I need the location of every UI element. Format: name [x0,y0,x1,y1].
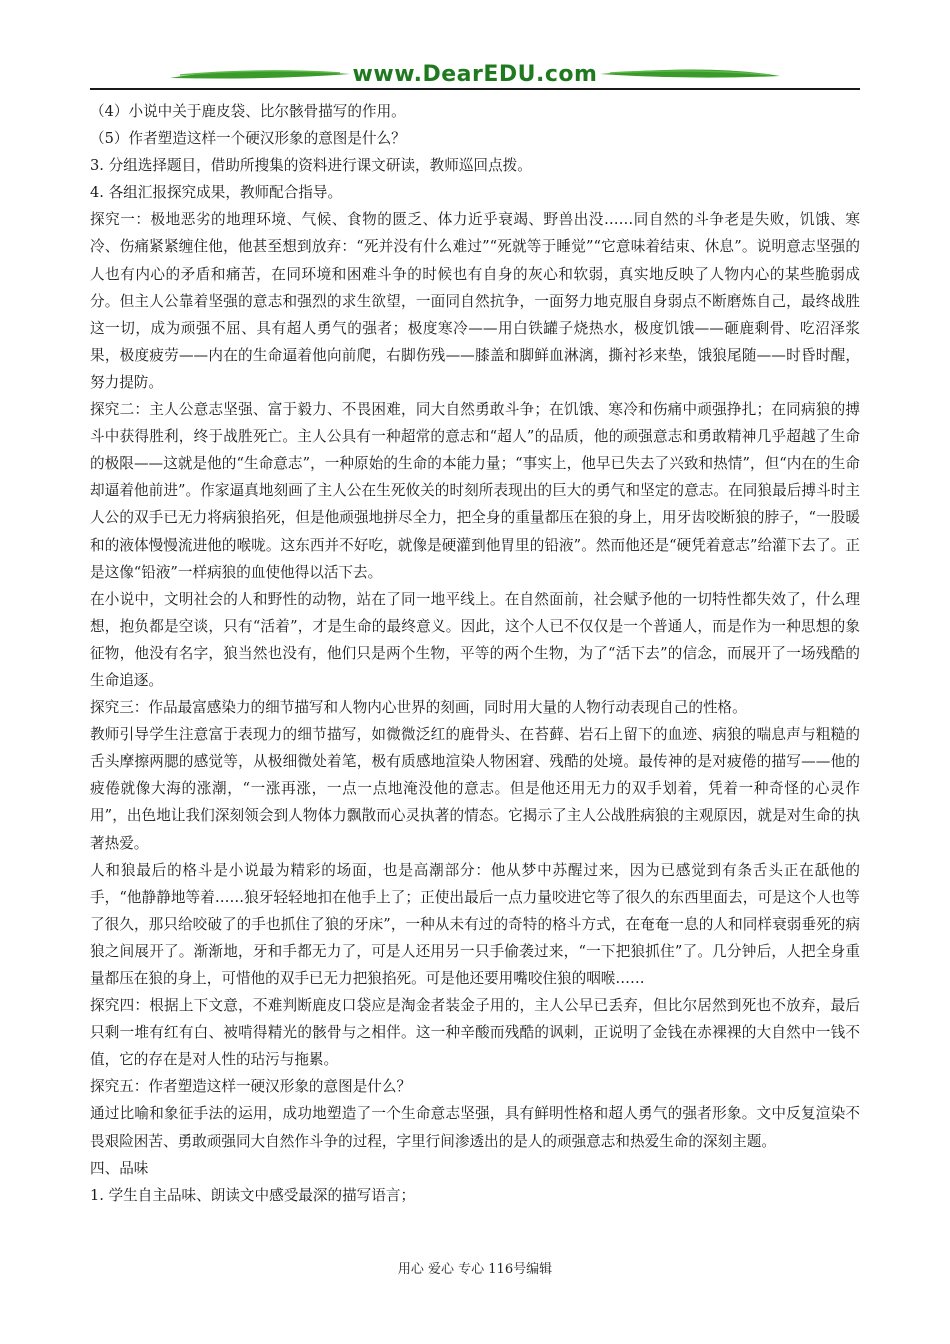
site-logo-header [90,58,860,90]
paragraph: 探究五：作者塑造这样一硬汉形象的意图是什么？ [90,1078,412,1096]
paragraph: 教师引导学生注意富于表现力的细节描写，如微微泛红的鹿骨头、在苔藓、岩石上留下的血迹、病狼的喘息声与粗糙的舌头摩擦两腮的感觉等，从极细微处着笔，极有质感地渲染人物困窘、残酷的处境。最传神的是对疲倦的描写——他的疲倦就像大海的涨潮，“一涨再涨，一点一点地淹没他的意志。但是他还用无力的双手划着，凭着一种奇怪的心灵作用”，出色地让我们深刻领会到人物体力飘散而心灵执著的情态。它揭示了主人公战胜病狼的主观原因，就是对生命的执著热爱。 [90,726,860,852]
paragraph: 人和狼最后的格斗是小说最为精彩的场面，也是高潮部分：他从梦中苏醒过来，因为已感觉到有条舌头正在舐他的手，“他静静地等着……狼牙轻轻地扣在他手上了；正使出最后一点力量咬进它等了很久的东西里面去，可是这个人也等了很久，那只给咬破了的手也抓住了狼的牙床”，一种从未有过的奇特的格斗方式，在奄奄一息的人和同样衰弱垂死的病狼之间展开了。渐渐地，牙和手都无力了，可是人还用另一只手偷袭过来，“一下把狼抓住”了。几分钟后，人把全身重量都压在狼的身上，可惜他的双手已无力把狼掐死。可是他还要用嘴咬住狼的咽喉…… [90,861,860,987]
document-body [90,98,860,1209]
paragraph: 探究一：极地恶劣的地理环境、气候、食物的匮乏、体力近乎衰竭、野兽出没……同自然的斗争老是失败，饥饿、寒冷、伤痛紧紧缠住他，他甚至想到放弃：“死并没有什么难过”“死就等于睡觉”“它意味着结束、休息”。说明意志坚强的人也有内心的矛盾和痛苦，在同环境和困难斗争的时候也有自身的灰心和软弱，真实地反映了人物内心的某些脆弱成分。但主人公靠着坚强的意志和强烈的求生欲望，一面同自然抗争，一面努力地克服自身弱点不断磨炼自己，最终战胜这一切，成为顽强不屈、具有超人勇气的强者；极度寒冷——用白铁罐子烧热水，极度饥饿——砸鹿剩骨、吃沼泽浆果，极度疲劳——内在的生命逼着他向前爬，右脚伤残——膝盖和脚鲜血淋漓，撕衬衫来垫，饿狼尾随——时昏时醒，努力提防。 [90,211,860,391]
section-heading: 四、品味 [90,1159,149,1177]
paragraph: 探究二：主人公意志坚强、富于毅力、不畏困难，同大自然勇敢斗争；在饥饿、寒冷和伤痛中顽强挣扎；在同病狼的搏斗中获得胜利，终于战胜死亡。主人公具有一种超常的意志和“超人”的品质，他的顽强意志和勇敢精神几乎超越了生命的极限——这就是他的“生命意志”，一种原始的生命的本能力量；“事实上，他早已失去了兴致和热情”，但“内在的生命却逼着他前进”。作家逼真地刻画了主人公在生死攸关的时刻所表现出的巨大的勇气和坚定的意志。在同狼最后搏斗时主人公的双手已无力将病狼掐死，但是他顽强地拼尽全力，把全身的重量都压在狼的身上，用牙齿咬断狼的脖子，“一股暖和的液体慢慢流进他的喉咙。这东西并不好吃，就像是硬灌到他胃里的铅液”。然而他还是“硬凭着意志”给灌下去了。正是这像“铅液”一样病狼的血使他得以活下去。 [90,401,860,581]
paragraph: 通过比喻和象征手法的运用，成功地塑造了一个生命意志坚强，具有鲜明性格和超人勇气的强者形象。文中反复渲染不畏艰险困苦、勇敢顽强同大自然作斗争的过程，字里行间渗透出的是人的顽强意志和热爱生命的深刻主题。 [90,1105,860,1150]
site-logo-text: www.DearEDU.com [352,62,598,87]
header-divider [90,88,860,90]
page-footer: 用心 爱心 专心 116号编辑 [397,1262,553,1277]
paragraph: 4. 各组汇报探究成果，教师配合指导。 [90,184,343,202]
paragraph: 1. 学生自主品味、朗读文中感受最深的描写语言； [90,1186,416,1204]
paragraph: 探究四：根据上下文意，不难判断鹿皮口袋应是淘金者装金子用的，主人公早已丢弃，但比尔居然到死也不放弃，最后只剩一堆有红有白、被啃得精光的骸骨与之相伴。这一种辛酸而残酷的讽刺，正说明了金钱在赤裸裸的大自然中一钱不值，它的存在是对人性的玷污与拖累。 [90,997,860,1069]
paragraph: （5）作者塑造这样一个硬汉形象的意图是什么？ [90,130,406,148]
paragraph: 探究三：作品最富感染力的细节描写和人物内心世界的刻画，同时用大量的人物行动表现自己的性格。 [90,699,747,717]
paragraph: （4）小说中关于鹿皮袋、比尔骸骨描写的作用。 [90,103,406,120]
paragraph: 3. 分组选择题目，借助所搜集的资料进行课文研读，教师巡回点拨。 [90,157,532,175]
paragraph: 在小说中，文明社会的人和野性的动物，站在了同一地平线上。在自然面前，社会赋予他的一切特性都失效了，什么理想，抱负都是空谈，只有“活着”，才是生命的最终意义。因此，这个人已不仅仅是一个普通人，而是作为一种思想的象征物，他没有名字，狼当然也没有，他们只是两个生物，平等的两个生物，为了“活下去”的信念，而展开了一场残酷的生命追逐。 [90,590,860,689]
